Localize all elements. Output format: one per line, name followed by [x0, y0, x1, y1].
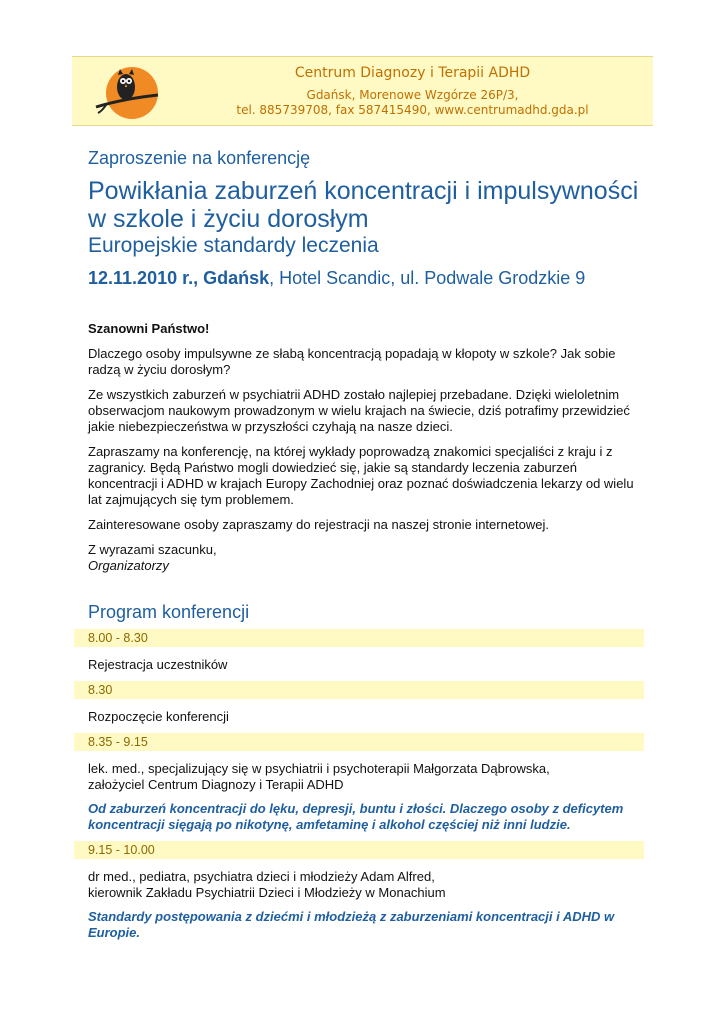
time-slot: 8.00 - 8.30 [74, 629, 644, 647]
date-venue: , Hotel Scandic, ul. Podwale Grodzkie 9 [269, 268, 586, 288]
owl-moon-logo-icon [92, 59, 162, 123]
title-line-2: w szkole i życiu dorosłym [88, 205, 369, 233]
program-heading: Program konferencji [88, 602, 250, 622]
speaker-line-1: dr med., pediatra, psychiatra dzieci i młodzieży Adam Alfred, [88, 869, 435, 884]
speaker-info [88, 869, 648, 901]
speaker-line-1: lek. med., specjalizujący się w psychiatrii i psychoterapii Małgorzata Dąbrowska, [88, 761, 550, 776]
slot-description: Rejestracja uczestników [88, 657, 228, 672]
subtitle: Europejskie standardy leczenia [88, 234, 379, 257]
closing: Z wyrazami szacunku, [88, 542, 217, 557]
speaker-line-2: założyciel Centrum Diagnozy i Terapii ADHD [88, 777, 344, 792]
talk-title: Od zaburzeń koncentracji do lęku, depresji, buntu i złości. Dlaczego osoby z deficytem koncentracji sięgają po nikotynę, amfetaminę i alkohol częściej niż inni ludzie. [88, 801, 624, 832]
date-bold: 12.11.2010 r., Gdańsk [88, 268, 270, 288]
title-line-1: Powikłania zaburzeń koncentracji i impulsywności [88, 177, 639, 205]
time-slot: 8.30 [74, 681, 644, 699]
date-location [88, 268, 648, 289]
org-address: Gdańsk, Morenowe Wzgórze 26P/3, [306, 88, 519, 102]
letterhead [72, 56, 653, 126]
paragraph-4: Zainteresowane osoby zapraszamy do rejestracji na naszej stronie internetowej. [88, 517, 550, 532]
paragraph-1: Dlaczego osoby impulsywne ze słabą koncentracją popadają w kłopoty w szkole? Jak sobie radzą w życiu dorosłym? [88, 346, 616, 377]
speaker-line-2: kierownik Zakładu Psychiatrii Dzieci i Młodzieży w Monachium [88, 885, 446, 900]
org-name: Centrum Diagnozy i Terapii ADHD [294, 65, 531, 81]
time-slot: 8.35 - 9.15 [74, 733, 644, 751]
time-slot: 9.15 - 10.00 [74, 841, 644, 859]
invite-label: Zaproszenie na konferencję [88, 148, 311, 168]
greeting: Szanowni Państwo! [88, 321, 210, 336]
slot-description: Rozpoczęcie konferencji [88, 709, 229, 724]
paragraph-3: Zapraszamy na konferencję, na której wykłady poprowadzą znakomici specjaliści z kraju i z zagranicy. Będą Państwo mogli dowiedzieć się, jakie są standardy leczenia zaburzeń koncentracji i ADHD w krajach Europy Zachodniej oraz poznać doświadczenia lekarzy od wielu lat zajmujących się tym problemem. [88, 444, 634, 507]
paragraph-2: Ze wszystkich zaburzeń w psychiatrii ADHD zostało najlepiej przebadane. Dzięki wieloletnim obserwacjom naukowym prowadzonym w wielu krajach na świecie, dziś potrafimy przewidzieć jakie niebezpieczeństwa w przyszłości czyhają na nasze dzieci. [88, 387, 630, 434]
org-contact: tel. 885739708, fax 587415490, www.centrumadhd.gda.pl [236, 103, 589, 117]
talk-title: Standardy postępowania z dziećmi i młodzieżą z zaburzeniami koncentracji i ADHD w Europie. [88, 909, 615, 940]
document-body [88, 148, 648, 949]
signature: Organizatorzy [88, 558, 169, 573]
speaker-info [88, 761, 648, 793]
